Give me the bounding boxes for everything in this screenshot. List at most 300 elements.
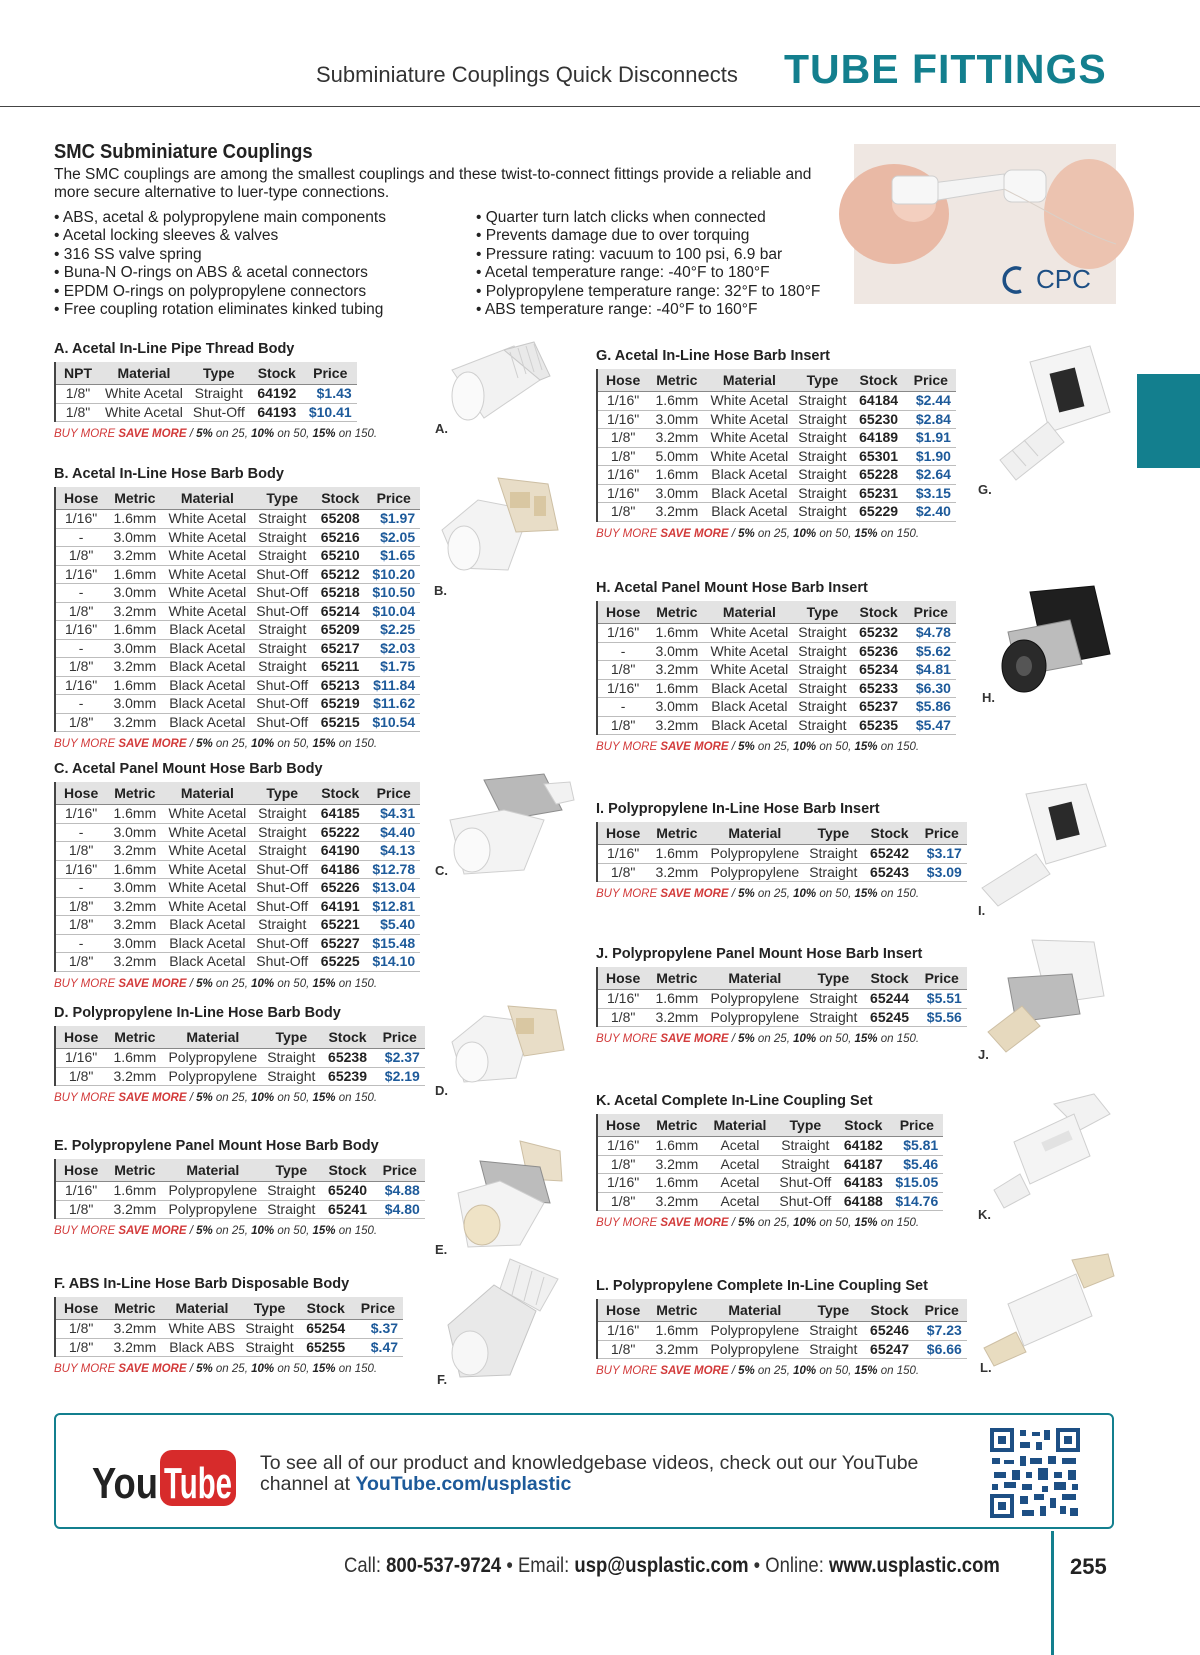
column-header: Material	[163, 487, 251, 510]
section-title: A. Acetal In-Line Pipe Thread Body	[54, 341, 295, 357]
table-row	[55, 403, 357, 422]
youtube-logo[interactable]	[92, 1448, 238, 1508]
product-table	[54, 1026, 425, 1086]
table-cell: 65231	[852, 484, 906, 503]
discount-qty-1: on 25,	[754, 741, 794, 753]
buy-more-label: BUY MORE	[54, 1092, 119, 1104]
table-cell: 3.0mm	[648, 642, 705, 661]
table-cell: $4.88	[375, 1182, 425, 1201]
discount-1: 5%	[738, 741, 755, 753]
product-table	[596, 601, 956, 735]
column-header: Type	[804, 822, 862, 845]
discount-2: 10%	[251, 428, 275, 440]
discount-qty-1: on 25,	[754, 1217, 794, 1229]
product-image-c	[444, 770, 578, 880]
table-row	[597, 410, 956, 429]
column-header: Hose	[597, 369, 648, 392]
table-cell: 1/16"	[55, 621, 106, 640]
save-more-label: SAVE MORE	[660, 1033, 729, 1045]
column-header: Hose	[597, 1114, 648, 1137]
table-row	[55, 879, 420, 898]
table-cell: 1/8"	[597, 1340, 648, 1359]
table-cell: 1/8"	[597, 863, 648, 882]
image-letter: E.	[435, 1242, 448, 1257]
footer-website[interactable]: www.usplastic.com	[828, 1554, 1000, 1577]
table-cell: $2.40	[906, 503, 956, 522]
qr-code-icon[interactable]	[990, 1428, 1080, 1518]
table-cell: $5.40	[367, 916, 420, 935]
buy-more-sep: /	[186, 738, 197, 750]
table-cell: 64193	[250, 403, 304, 422]
table-row	[597, 447, 956, 466]
table-cell: Straight	[793, 466, 851, 485]
table-cell: Black Acetal	[163, 695, 251, 714]
table-cell: Straight	[793, 716, 851, 735]
table-cell: 3.2mm	[648, 1192, 705, 1211]
feature-item: • Acetal locking sleeves & valves	[54, 227, 279, 245]
table-cell: -	[597, 642, 648, 661]
discount-2: 10%	[251, 977, 275, 990]
section-title: C. Acetal Panel Mount Hose Barb Body	[54, 761, 323, 777]
table-cell: 65233	[852, 679, 906, 698]
table-cell: 1.6mm	[648, 845, 705, 864]
table-header-row	[597, 822, 967, 845]
table-cell: White Acetal	[705, 392, 793, 411]
table-cell: $4.40	[367, 823, 420, 842]
table-cell: 64187	[836, 1155, 890, 1174]
table-cell: -	[597, 698, 648, 717]
table-cell: 1/8"	[597, 1008, 648, 1027]
discount-3: 15%	[312, 1363, 336, 1375]
discount-3: 15%	[312, 1225, 336, 1237]
table-cell: 3.2mm	[648, 661, 705, 680]
table-cell: Straight	[251, 805, 313, 824]
table-row	[55, 621, 420, 640]
table-cell: 3.2mm	[106, 842, 163, 861]
table-cell: $2.19	[375, 1067, 425, 1086]
buy-more-label: BUY MORE	[596, 527, 661, 540]
table-cell: 65235	[852, 716, 906, 735]
discount-qty-2: on 50,	[274, 738, 313, 750]
table-header-row	[55, 1159, 425, 1182]
buy-more-note	[596, 1033, 967, 1045]
column-header: Metric	[648, 1114, 705, 1137]
section-title: F. ABS In-Line Hose Barb Disposable Body	[54, 1276, 350, 1292]
discount-2: 10%	[793, 741, 817, 753]
discount-3: 15%	[854, 527, 878, 540]
youtube-logo-you: You	[92, 1459, 158, 1508]
section-e	[54, 1138, 425, 1237]
table-row	[597, 1137, 943, 1156]
table-cell: Straight	[804, 863, 862, 882]
image-letter: D.	[435, 1083, 448, 1098]
table-cell: Black Acetal	[705, 466, 793, 485]
table-cell: Straight	[251, 916, 313, 935]
table-cell: $2.44	[906, 392, 956, 411]
table-cell: $2.05	[367, 528, 420, 547]
table-cell: Straight	[262, 1200, 320, 1219]
table-cell: 3.0mm	[106, 695, 163, 714]
discount-1: 5%	[196, 1225, 213, 1237]
table-cell: 1.6mm	[106, 621, 163, 640]
table-cell: 1/16"	[597, 679, 648, 698]
table-cell: $1.97	[367, 510, 420, 529]
table-cell: $5.47	[906, 716, 956, 735]
buy-more-sep: /	[186, 1092, 197, 1104]
buy-more-label: BUY MORE	[54, 1363, 119, 1375]
header-rule	[0, 106, 1200, 107]
table-cell: $1.90	[906, 447, 956, 466]
table-row	[55, 1338, 403, 1357]
table-cell: 65227	[313, 934, 367, 953]
table-cell: 3.0mm	[106, 639, 163, 658]
footer-email[interactable]: usp@usplastic.com	[574, 1554, 749, 1577]
discount-qty-1: on 25,	[754, 1365, 794, 1377]
section-title: I. Polypropylene In-Line Hose Barb Insert	[596, 801, 880, 817]
table-cell: 1/8"	[597, 661, 648, 680]
table-cell: Shut-Off	[251, 879, 313, 898]
table-cell: $10.50	[367, 584, 420, 603]
table-cell: Straight	[793, 624, 851, 643]
buy-more-sep: /	[186, 1225, 197, 1237]
buy-more-sep: /	[728, 1033, 739, 1045]
column-header: Hose	[597, 601, 648, 624]
discount-qty-1: on 25,	[754, 527, 794, 540]
table-cell: Black Acetal	[163, 639, 251, 658]
column-header: Material	[163, 1026, 262, 1049]
youtube-link[interactable]: YouTube.com/usplastic	[355, 1473, 572, 1495]
table-cell: 65246	[862, 1322, 916, 1341]
features-list-right	[476, 209, 820, 319]
column-header: Metric	[648, 1299, 705, 1322]
table-cell: 65214	[313, 602, 367, 621]
buy-more-note	[596, 741, 956, 753]
table-cell: 65213	[313, 676, 367, 695]
table-cell: 65216	[313, 528, 367, 547]
table-cell: $14.76	[890, 1192, 943, 1211]
table-cell: 1/16"	[597, 1137, 648, 1156]
discount-qty-3: on 150.	[877, 741, 920, 753]
table-cell: 64182	[836, 1137, 890, 1156]
discount-2: 10%	[793, 1033, 817, 1045]
product-table	[54, 1297, 403, 1357]
table-cell: 1/8"	[597, 447, 648, 466]
table-row	[597, 466, 956, 485]
column-header: Price	[353, 1297, 403, 1320]
table-cell: Black Acetal	[163, 658, 251, 677]
table-cell: 65210	[313, 547, 367, 566]
column-header: Material	[705, 1299, 804, 1322]
table-cell: 64186	[313, 860, 367, 879]
table-cell: $4.78	[906, 624, 956, 643]
buy-more-label: BUY MORE	[596, 1033, 661, 1045]
table-cell: 65208	[313, 510, 367, 529]
table-row	[55, 842, 420, 861]
table-row	[597, 1322, 967, 1341]
table-cell: Polypropylene	[163, 1049, 262, 1068]
column-header: Type	[251, 782, 313, 805]
save-more-label: SAVE MORE	[660, 1217, 729, 1229]
table-cell: 1/8"	[55, 1338, 106, 1357]
buy-more-sep: /	[186, 428, 197, 440]
discount-2: 10%	[793, 1365, 817, 1377]
column-header: Type	[793, 369, 851, 392]
table-cell: Shut-Off	[774, 1192, 836, 1211]
save-more-label: SAVE MORE	[118, 428, 187, 440]
table-header-row	[55, 1026, 425, 1049]
table-cell: 3.2mm	[648, 1155, 705, 1174]
table-cell: 1/8"	[597, 1192, 648, 1211]
table-cell: Shut-Off	[188, 403, 250, 422]
section-b	[54, 466, 420, 750]
table-cell: 1/8"	[55, 897, 106, 916]
table-cell: 1/8"	[597, 503, 648, 522]
table-row	[55, 1067, 425, 1086]
table-row	[597, 392, 956, 411]
table-cell: 1/8"	[55, 953, 106, 972]
table-cell: Acetal	[705, 1155, 774, 1174]
column-header: Type	[793, 601, 851, 624]
table-cell: 1/8"	[55, 403, 100, 422]
table-cell: Straight	[804, 1322, 862, 1341]
section-title: G. Acetal In-Line Hose Barb Insert	[596, 348, 830, 364]
buy-more-note	[596, 528, 956, 540]
table-cell: 65301	[852, 447, 906, 466]
column-header: Type	[262, 1159, 320, 1182]
table-cell: $13.04	[367, 879, 420, 898]
discount-qty-3: on 150.	[335, 738, 378, 750]
table-cell: Acetal	[705, 1137, 774, 1156]
table-cell: 1/8"	[55, 1320, 106, 1339]
discount-qty-2: on 50,	[816, 741, 855, 753]
table-cell: White Acetal	[705, 410, 793, 429]
table-cell: 65229	[852, 503, 906, 522]
discount-qty-1: on 25,	[212, 738, 252, 750]
table-cell: 65212	[313, 565, 367, 584]
column-header: Price	[890, 1114, 943, 1137]
table-cell: 65225	[313, 953, 367, 972]
header-subtitle: Subminiature Couplings Quick Disconnects	[316, 62, 738, 87]
table-cell: Shut-Off	[251, 953, 313, 972]
table-cell: 3.0mm	[106, 584, 163, 603]
table-row	[597, 1155, 943, 1174]
section-title: L. Polypropylene Complete In-Line Coupling Set	[596, 1278, 928, 1294]
table-cell: 1/8"	[55, 658, 106, 677]
product-image-j	[982, 934, 1118, 1056]
table-cell: Black Acetal	[163, 953, 251, 972]
column-header: Hose	[597, 1299, 648, 1322]
table-cell: 1/16"	[55, 860, 106, 879]
table-row	[55, 823, 420, 842]
column-header: Price	[375, 1026, 425, 1049]
table-cell: $12.78	[367, 860, 420, 879]
discount-qty-2: on 50,	[274, 1225, 313, 1237]
section-l	[596, 1278, 967, 1377]
table-row	[55, 1182, 425, 1201]
table-cell: 1/16"	[55, 1182, 106, 1201]
table-cell: White Acetal	[163, 842, 251, 861]
table-cell: 1/8"	[55, 385, 100, 404]
table-cell: Black Acetal	[163, 934, 251, 953]
discount-qty-2: on 50,	[816, 527, 855, 540]
table-cell: Black Acetal	[705, 484, 793, 503]
column-header: Stock	[313, 487, 367, 510]
table-cell: 3.0mm	[648, 698, 705, 717]
table-cell: Black Acetal	[705, 698, 793, 717]
discount-1: 5%	[196, 977, 213, 990]
table-header-row	[597, 1114, 943, 1137]
table-cell: Shut-Off	[251, 584, 313, 603]
discount-1: 5%	[196, 738, 213, 750]
image-letter: G.	[978, 482, 992, 497]
column-header: Price	[367, 782, 420, 805]
table-cell: Shut-Off	[251, 934, 313, 953]
footer-sep: • Online:	[748, 1554, 829, 1577]
table-cell: 1/8"	[597, 1155, 648, 1174]
column-header: Material	[163, 1297, 240, 1320]
table-cell: Black Acetal	[163, 916, 251, 935]
discount-qty-2: on 50,	[816, 1033, 855, 1045]
table-cell: White Acetal	[163, 602, 251, 621]
discount-2: 10%	[251, 738, 275, 750]
table-row	[55, 860, 420, 879]
table-cell: Straight	[804, 1340, 862, 1359]
discount-1: 5%	[196, 428, 213, 440]
table-cell: 1.6mm	[106, 1182, 163, 1201]
feature-item: • 316 SS valve spring	[54, 245, 202, 263]
cpc-logo: CPC	[1036, 264, 1091, 294]
table-cell: $11.84	[367, 676, 420, 695]
table-cell: Shut-Off	[251, 565, 313, 584]
table-cell: $5.62	[906, 642, 956, 661]
table-cell: Black Acetal	[163, 621, 251, 640]
column-header: Stock	[299, 1297, 353, 1320]
table-header-row	[55, 1297, 403, 1320]
table-cell: Straight	[774, 1155, 836, 1174]
table-row	[597, 698, 956, 717]
table-cell: 65215	[313, 713, 367, 732]
table-cell: Straight	[240, 1338, 298, 1357]
table-cell: White Acetal	[163, 528, 251, 547]
discount-3: 15%	[854, 1365, 878, 1377]
product-table	[596, 1114, 943, 1211]
table-cell: $5.51	[917, 990, 967, 1009]
column-header: Price	[304, 362, 357, 385]
footer-sep: • Email:	[501, 1554, 575, 1577]
buy-more-label: BUY MORE	[54, 977, 119, 990]
table-cell: 1/8"	[55, 916, 106, 935]
side-tab	[1137, 374, 1200, 468]
table-cell: 1/16"	[597, 990, 648, 1009]
table-cell: $5.46	[890, 1155, 943, 1174]
buy-more-note	[596, 1365, 967, 1377]
table-cell: 3.2mm	[648, 1340, 705, 1359]
buy-more-sep: /	[728, 1217, 739, 1229]
table-cell: Straight	[793, 392, 851, 411]
buy-more-sep: /	[186, 1363, 197, 1375]
table-cell: 65217	[313, 639, 367, 658]
table-cell: $1.65	[367, 547, 420, 566]
discount-3: 15%	[854, 888, 878, 900]
column-header: Material	[705, 601, 793, 624]
table-cell: White Acetal	[100, 403, 188, 422]
discount-2: 10%	[251, 1225, 275, 1237]
table-cell: $7.23	[917, 1322, 967, 1341]
table-row	[55, 805, 420, 824]
table-cell: 5.0mm	[648, 447, 705, 466]
buy-more-note	[54, 428, 377, 440]
table-row	[597, 1174, 943, 1193]
column-header: Type	[240, 1297, 298, 1320]
table-header-row	[55, 487, 420, 510]
table-cell: $4.81	[906, 661, 956, 680]
product-image-i	[976, 780, 1118, 910]
table-cell: Straight	[793, 447, 851, 466]
column-header: Price	[917, 822, 967, 845]
table-cell: $5.81	[890, 1137, 943, 1156]
table-row	[55, 547, 420, 566]
discount-qty-2: on 50,	[274, 977, 313, 990]
table-cell: $2.37	[375, 1049, 425, 1068]
intro-title: SMC Subminiature Couplings	[54, 141, 313, 163]
table-cell: $3.09	[917, 863, 967, 882]
table-cell: Shut-Off	[251, 713, 313, 732]
table-cell: 1.6mm	[106, 805, 163, 824]
discount-2: 10%	[793, 888, 817, 900]
feature-item: • ABS, acetal & polypropylene main components	[54, 209, 386, 226]
table-cell: $2.64	[906, 466, 956, 485]
discount-3: 15%	[854, 1217, 878, 1229]
table-cell: $10.04	[367, 602, 420, 621]
table-cell: 65226	[313, 879, 367, 898]
table-cell: 1.6mm	[106, 860, 163, 879]
product-table	[596, 822, 967, 882]
column-header: NPT	[55, 362, 100, 385]
header-title: TUBE FITTINGS	[784, 46, 1107, 92]
column-header: Hose	[55, 487, 106, 510]
buy-more-label: BUY MORE	[596, 1217, 661, 1229]
column-header: Stock	[862, 967, 916, 990]
section-j	[596, 946, 967, 1045]
table-cell: $5.86	[906, 698, 956, 717]
discount-1: 5%	[738, 527, 755, 540]
discount-1: 5%	[738, 1365, 755, 1377]
column-header: Hose	[597, 967, 648, 990]
table-cell: -	[55, 695, 106, 714]
table-cell: $14.10	[367, 953, 420, 972]
save-more-label: SAVE MORE	[660, 1365, 729, 1377]
table-cell: -	[55, 639, 106, 658]
table-cell: $2.25	[367, 621, 420, 640]
footer-phone[interactable]: 800-537-9724	[386, 1554, 502, 1577]
table-row	[597, 1008, 967, 1027]
table-cell: 1/16"	[597, 484, 648, 503]
table-header-row	[597, 967, 967, 990]
table-cell: 65240	[320, 1182, 374, 1201]
footer-contact	[344, 1554, 1000, 1578]
table-cell: 1.6mm	[648, 990, 705, 1009]
table-cell: Straight	[804, 990, 862, 1009]
table-cell: 65232	[852, 624, 906, 643]
table-row	[55, 528, 420, 547]
table-cell: $.37	[353, 1320, 403, 1339]
product-image-a	[444, 340, 554, 430]
buy-more-sep: /	[728, 741, 739, 753]
table-cell: Straight	[240, 1320, 298, 1339]
column-header: Hose	[55, 1159, 106, 1182]
table-cell: 1/16"	[55, 565, 106, 584]
table-row	[597, 642, 956, 661]
